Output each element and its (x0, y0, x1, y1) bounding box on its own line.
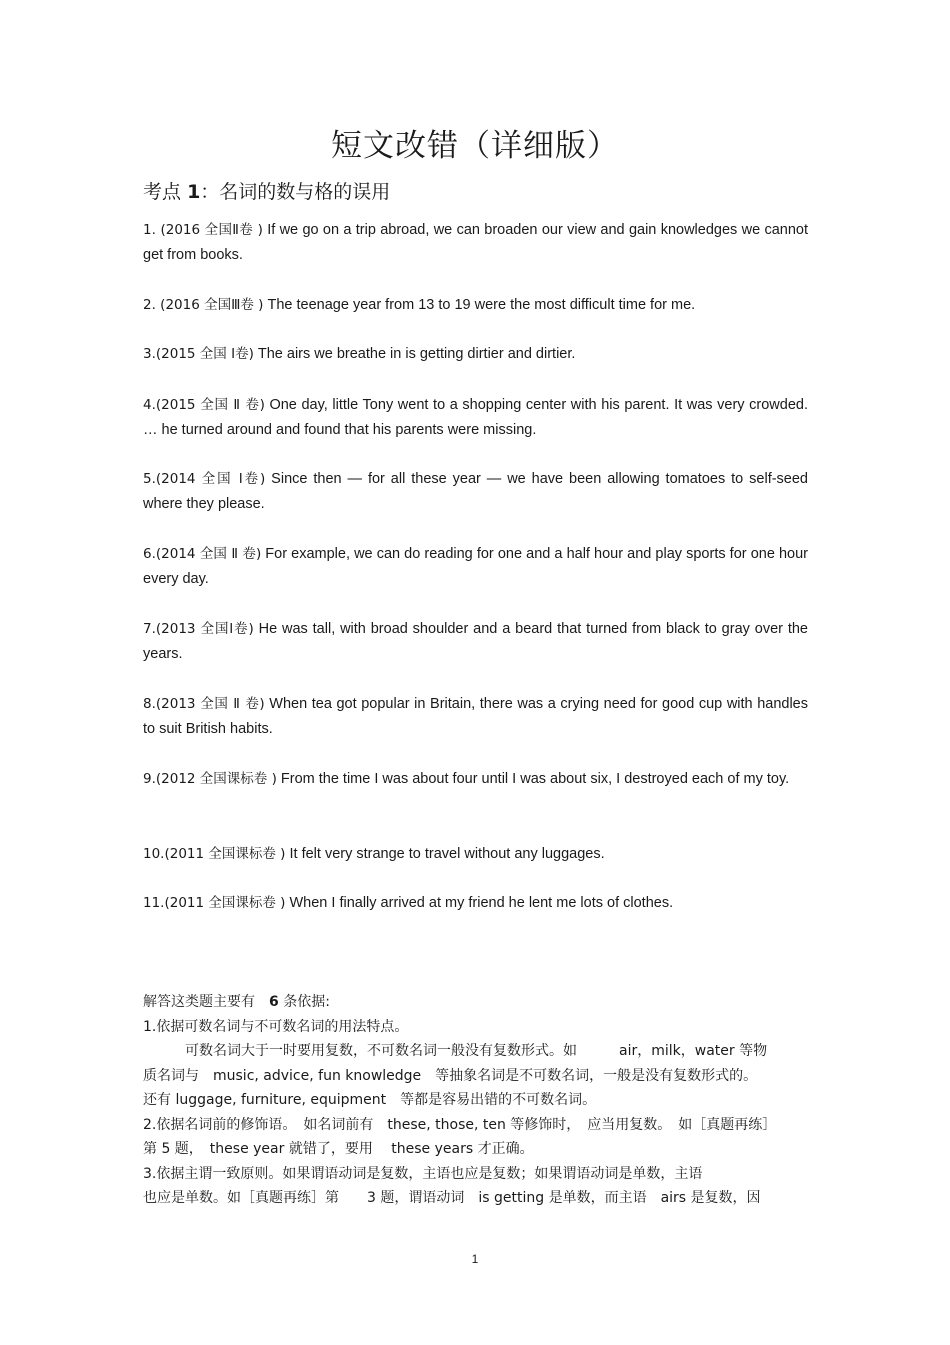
exercise-source: 4.(2015 全国 Ⅱ 卷) (143, 397, 265, 413)
explanation-notes (143, 990, 808, 1211)
section-number: 1 (187, 181, 201, 203)
notes-intro (143, 990, 808, 1015)
notes-line-5: 2.依据名词前的修饰语。 如名词前有 these, those, ten 等修饰时， 应当用复数。 如［真题再练］ (143, 1116, 777, 1133)
page-number: 1 (471, 1252, 479, 1266)
section-heading (143, 178, 390, 206)
exercise-item-9 (143, 767, 808, 792)
notes-line-6: 第 5 题， these year 就错了，要用 these years 才正确。 (143, 1141, 534, 1157)
exercise-text: From the time I was about four until I was about six, I destroyed each of my toy. (276, 771, 790, 787)
notes-line-2: 可数名词大于一时要用复数，不可数名词一般没有复数形式。如 air，milk，water 等物 (185, 1043, 768, 1059)
exercise-source: 3.(2015 全国 Ⅰ卷) (143, 346, 254, 362)
notes-line-4: 还有 luggage, furniture, equipment 等都是容易出错的不可数名词。 (143, 1092, 597, 1108)
exercise-item-6 (143, 542, 808, 592)
notes-line-8: 也应是单数。如［真题再练］第 3 题，谓语动词 is getting 是单数，而主语 airs 是复数，因 (143, 1190, 761, 1206)
exercise-source: 1. (2016 全国Ⅱ卷 ) (143, 222, 263, 238)
exercise-source: 8.(2013 全国 Ⅱ 卷) (143, 696, 265, 712)
section-label: ：名词的数与格的误用 (200, 181, 391, 203)
exercise-item-10 (143, 842, 808, 867)
notes-intro-count: 6 (269, 994, 279, 1010)
exercise-item-1 (143, 218, 808, 268)
notes-intro-tail: 条依据: (283, 994, 330, 1010)
exercise-text: For example, we can do reading for one and a half hour and play sports for one hour every day. (143, 546, 808, 587)
exercise-text: He was tall, with broad shoulder and a beard that turned from black to gray over the years. (143, 621, 808, 662)
exercise-text: The teenage year from 13 to 19 were the most difficult time for me. (263, 297, 696, 313)
notes-intro-text: 解答这类题主要有 (143, 994, 255, 1010)
exercise-item-3 (143, 342, 808, 367)
exercise-item-7 (143, 617, 808, 667)
exercise-text: Since then — for all these year — we have been allowing tomatoes to self-seed where they please. (143, 471, 808, 512)
exercise-source: 2. (2016 全国Ⅲ卷 ) (143, 297, 264, 313)
exercise-source: 5.(2014 全国 Ⅰ卷) (143, 471, 266, 487)
section-prefix: 考点 (143, 181, 182, 203)
exercise-source: 11.(2011 全国课标卷 ) (143, 895, 286, 911)
exercise-item-8 (143, 692, 808, 742)
exercise-item-2 (143, 293, 808, 318)
exercise-text: When I finally arrived at my friend he lent me lots of clothes. (285, 895, 674, 911)
exercise-text: If we go on a trip abroad, we can broaden our view and gain knowledges we cannot get from books. (143, 222, 808, 263)
exercise-source: 9.(2012 全国课标卷 ) (143, 771, 277, 787)
notes-line-3: 质名词与 music, advice, fun knowledge 等抽象名词是不可数名词，一般是没有复数形式的。 (143, 1067, 758, 1084)
exercise-item-11 (143, 891, 808, 916)
notes-line-1: 1.依据可数名词与不可数名词的用法特点。 (143, 1018, 409, 1035)
exercise-text: One day, little Tony went to a shopping center with his parent. It was very crowded. … he turned around and found that his parents were missing. (143, 397, 808, 438)
exercise-source: 6.(2014 全国 Ⅱ 卷) (143, 546, 262, 562)
exercise-source: 7.(2013 全国Ⅰ卷) (143, 621, 254, 637)
exercise-text: The airs we breathe in is getting dirtier and dirtier. (253, 346, 576, 362)
exercise-text: It felt very strange to travel without any luggages. (285, 846, 605, 862)
exercise-item-4 (143, 393, 808, 443)
exercise-text: When tea got popular in Britain, there was a crying need for good cup with handles to suit British habits. (143, 696, 808, 737)
exercise-source: 10.(2011 全国课标卷 ) (143, 846, 286, 862)
document-title: 短文改错（详细版） (331, 128, 619, 164)
notes-line-7: 3.依据主谓一致原则。如果谓语动词是复数，主语也应是复数；如果谓语动词是单数，主语 (143, 1165, 703, 1182)
exercise-item-5 (143, 467, 808, 517)
